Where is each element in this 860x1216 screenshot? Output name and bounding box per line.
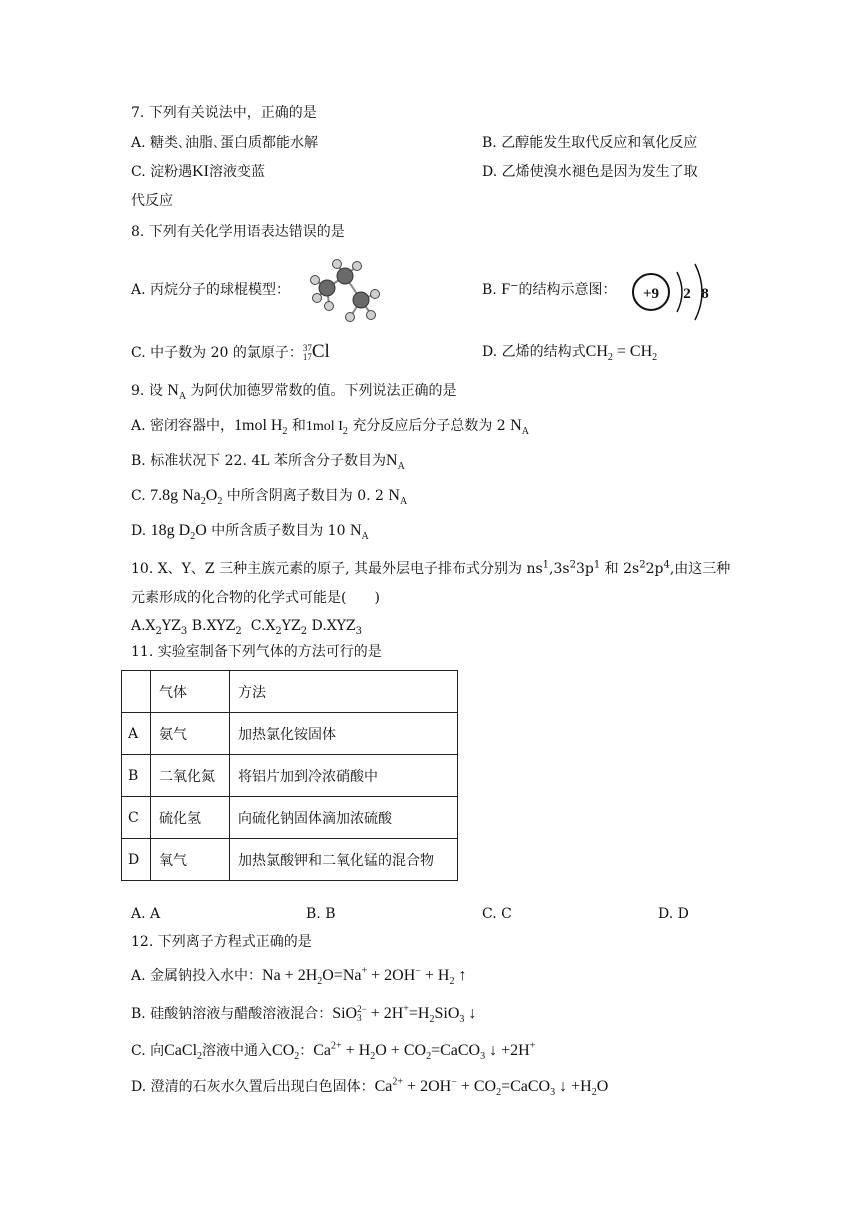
q12-option-a: A. 金属钠投入水中：$Na + 2H_2O=Na^+ + 2OH^- + H_2$ ↑ [131,965,467,988]
q12-option-d: D. 澄清的石灰水久置后出现白色固体：$Ca^{2+} + 2OH^-$ + $CO_2=CaCO_3$ ↓ $+H_2O$ [131,1076,609,1099]
equation-a: $Na + 2H_2O=Na^+ + 2OH^- + H_2$ ↑ [262,965,467,988]
table-cell: D [122,839,151,881]
table-cell: B [122,755,151,797]
q9-option-c: C. 7.8g $Na_2O_2$ 中所含阴离子数目为 0. 2 $N_A$ [131,487,408,508]
q10-stem-line1: 10. X、Y、Z 三种主族元素的原子, 其最外层电子排布式分别为 $ns^1,3s^23p^1$ 和 $2s^22p^4$,由这三种 [131,559,731,577]
q12-option-c: C. 向CaCl$_2$溶液中通入$CO_2$：$Ca^{2+} + H_2O$ + $CO_2=CaCO_3$ ↓ +2H+ [131,1040,536,1063]
table-cell: 氨气 [151,713,230,755]
q9-option-d: D. 18g $D_2O$ 中所含质子数目为 10 $N_A$ [131,522,369,543]
table-cell: 加热氯酸钾和二氧化锰的混合物 [230,839,458,881]
table-cell: 硫化氢 [151,797,230,839]
q8-stem: 8. 下列有关化学用语表达错误的是 [131,224,345,240]
q9-option-b: B. 标准状况下 22. 4L 苯所含分子数目为$N_A$ [131,452,405,473]
q7-option-d-continued: 代反应 [131,193,173,209]
q10-options: $A.X_2YZ_3$ $B.XYZ_2$ $C.X_2YZ_2$ $D.XYZ_3$ [131,618,363,637]
q11-option-a: A. A [131,906,161,922]
table-header-cell: 气体 [151,671,230,713]
q8-option-b: B. F−的结构示意图： [482,280,617,298]
table-cell: 加热氯化铵固体 [230,713,458,755]
table-header-cell: 方法 [230,671,458,713]
q11-option-c: C. C [482,906,512,922]
q12-option-b: B. 硅酸钠溶液与醋酸溶液混合：SiO2− $3 + 2H^+=H_2SiO_3$ ↓ [131,1003,477,1026]
fluoride-ion-structure-diagram [627,256,719,328]
q7-option-b: B. 乙醇能发生取代反应和氧化反应 [482,135,698,151]
table-header-row [122,671,458,713]
table-row [122,797,458,839]
table-cell: 将铝片加到冷浓硝酸中 [230,755,458,797]
gas-preparation-table [121,670,458,881]
table-cell: 氧气 [151,839,230,881]
table-cell: 二氧化氮 [151,755,230,797]
table-cell: C [122,797,151,839]
table-row [122,713,458,755]
isotope-numbers: 37 17 [302,343,312,362]
q7-option-a: A. 糖类､油脂､蛋白质都能水解 [131,135,319,151]
equation-c: $Ca^{2+} + H_2O$ + $CO_2=CaCO_3$ ↓ +2H+ [313,1040,536,1063]
table-cell: A [122,713,151,755]
table-row [122,755,458,797]
q7-option-d: D. 乙烯使溴水褪色是因为发生了取 [482,164,698,180]
q7-option-c: C. 淀粉遇KI溶液变蓝 [131,163,266,180]
q11-stem: 11. 实验室制备下列气体的方法可行的是 [131,644,382,660]
q7-stem: 7. 下列有关说法中，正确的是 [131,105,317,121]
equation-b: SiO2− $3 + 2H^+=H_2SiO_3$ ↓ [332,1003,477,1026]
q11-option-d: D. D [658,906,689,922]
q8-option-a: A. 丙烷分子的球棍模型： [131,282,291,298]
equation-d: $Ca^{2+} + 2OH^-$ + $CO_2=CaCO_3$ ↓ $+H_2O$ [374,1076,609,1099]
q8-option-c: C. 中子数为 20 的氯原子：37 17Cl [131,341,330,362]
shell-2-electrons: 8 [701,286,709,302]
nucleus-charge: +9 [642,286,660,302]
q10-stem-line2: 元素形成的化合物的化学式可能是( ) [131,590,380,606]
q11-option-b: B. B [306,906,336,922]
q9-option-a: A. 密闭容器中，1mol $H_2$ 和1mol $I_2$ 充分反应后分子总数为 2 $N_A$ [131,417,529,438]
table-cell: 向硫化钠固体滴加浓硫酸 [230,797,458,839]
propane-ball-stick-model [303,258,383,324]
table-row [122,839,458,881]
q12-stem: 12. 下列离子方程式正确的是 [131,934,312,950]
q8-option-d: D. 乙烯的结构式$CH_2 = CH_2$ [482,343,658,364]
q9-stem: 9. 设 $N_A$ 为阿伏加德罗常数的值。下列说法正确的是 [131,382,457,403]
shell-1-electrons: 2 [683,286,691,302]
table-header-cell [122,671,151,713]
